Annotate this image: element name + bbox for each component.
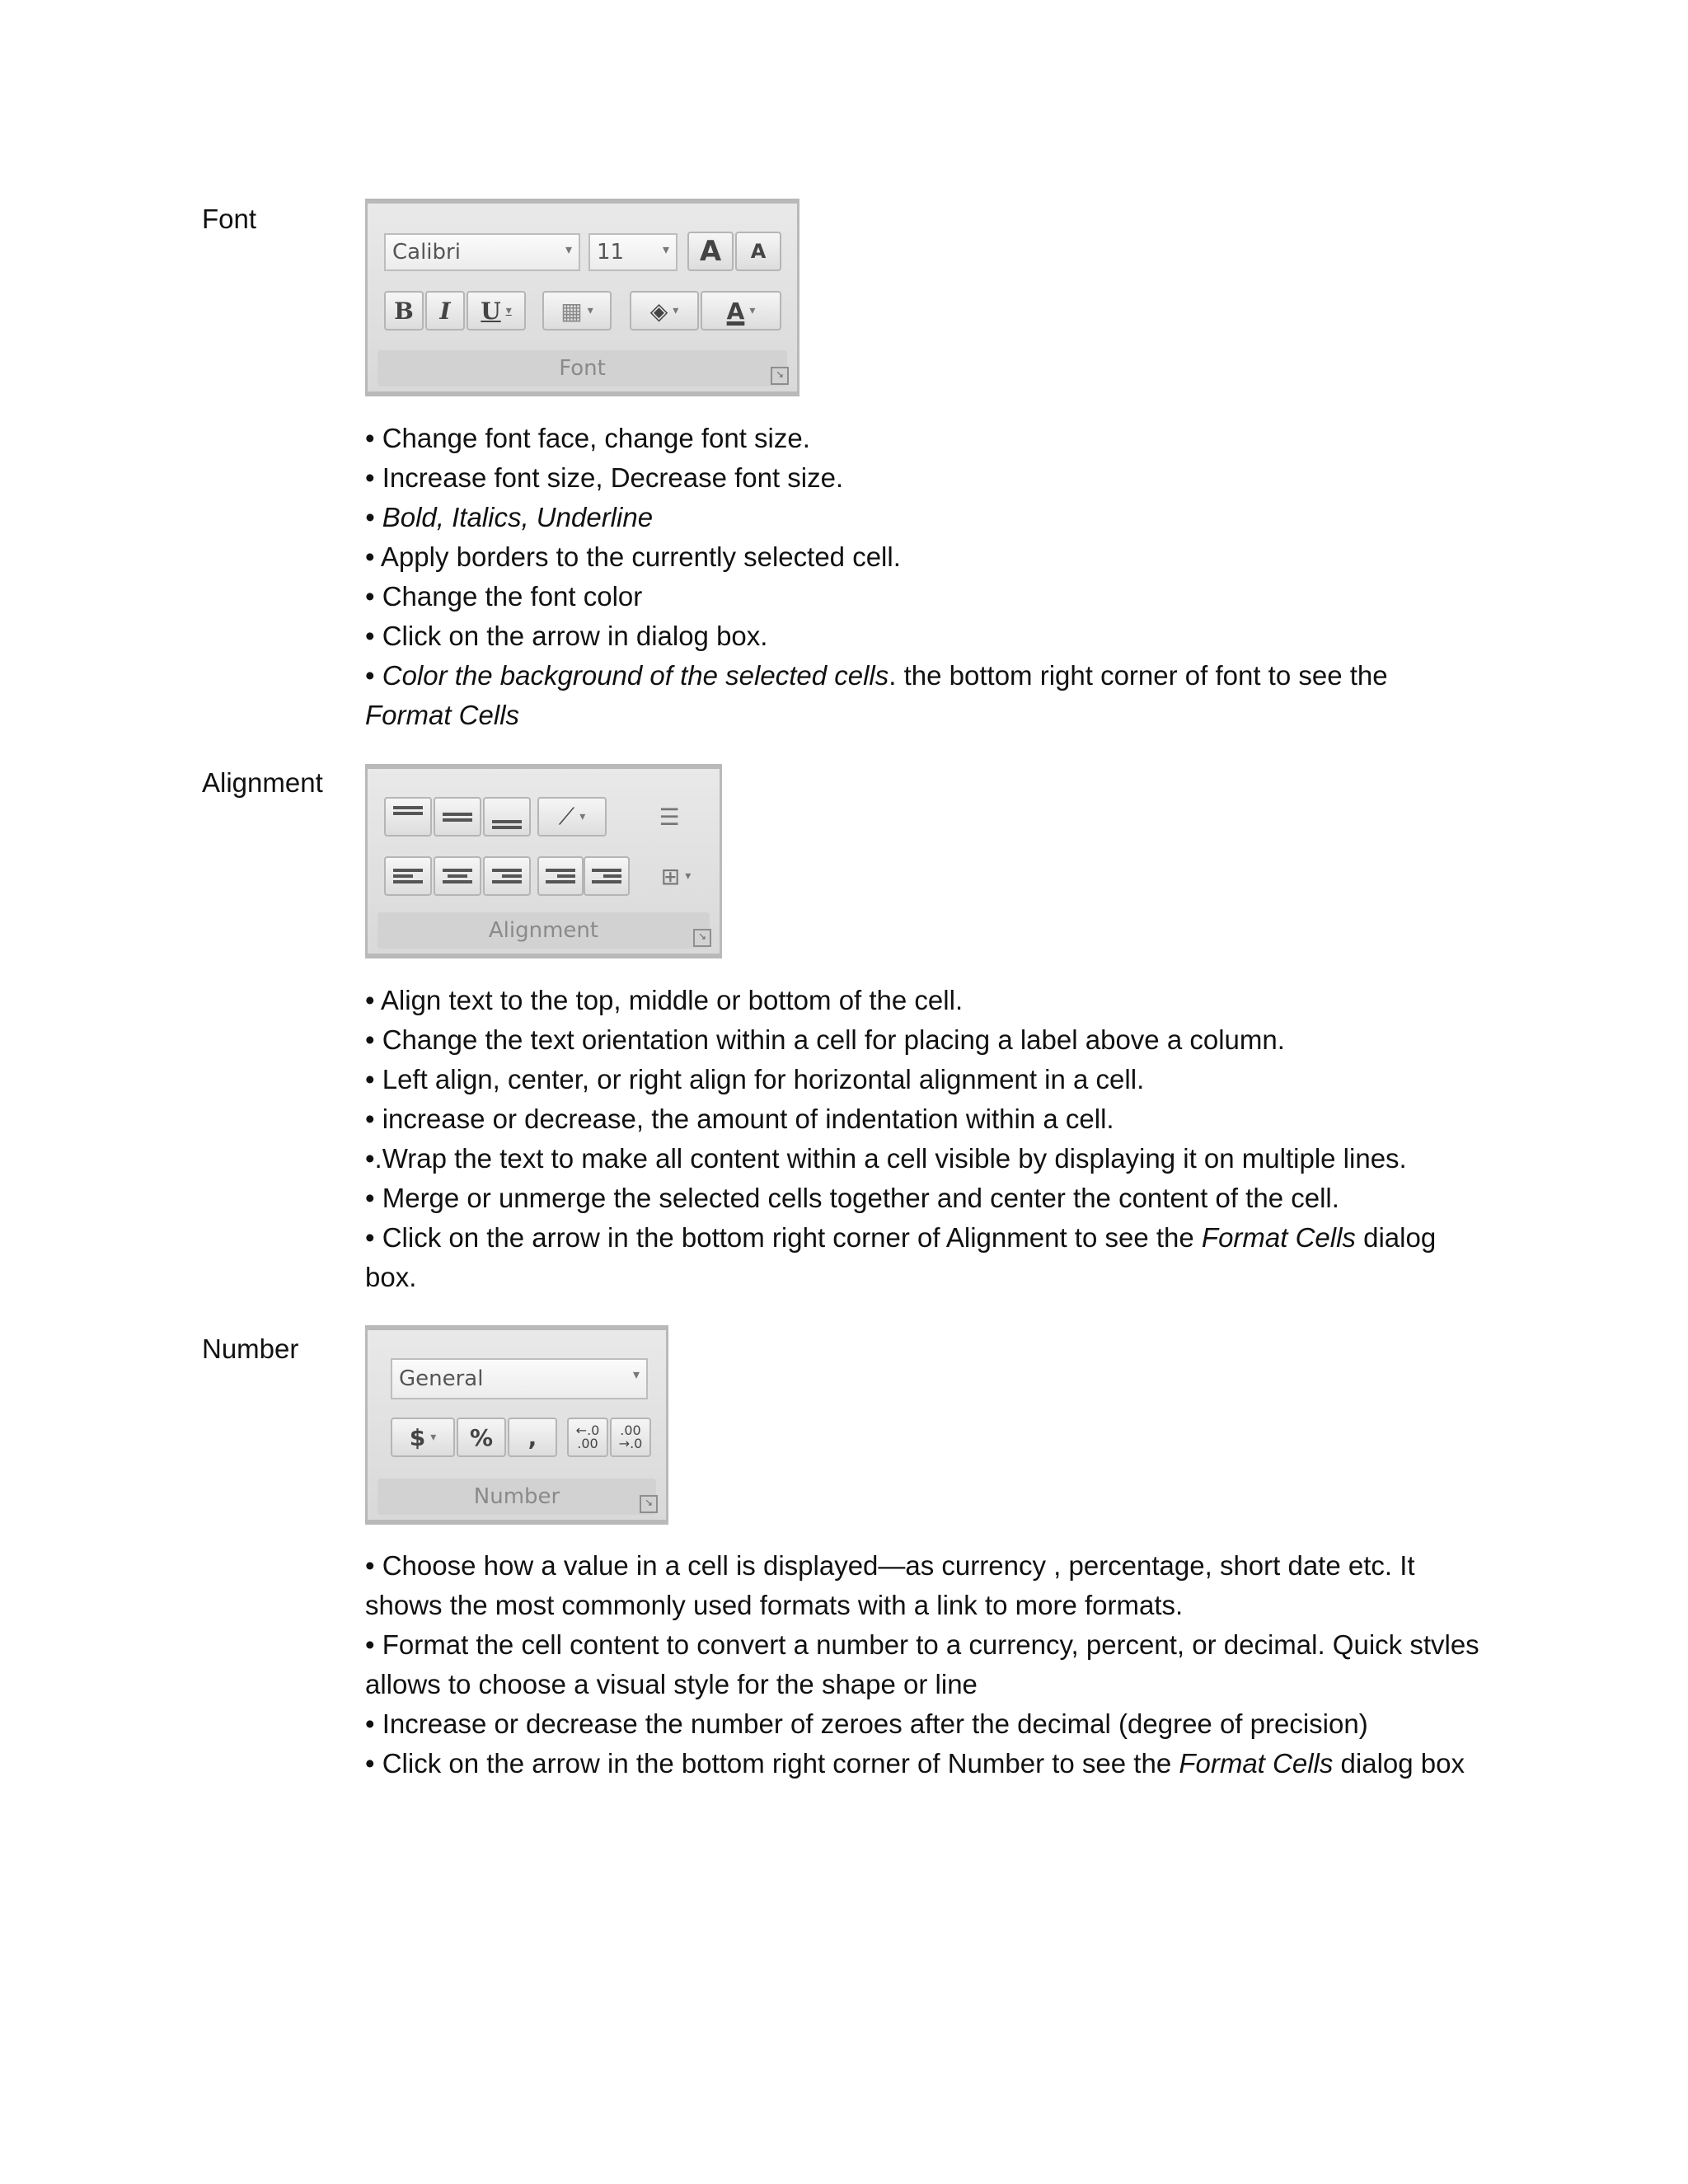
font-dialog-launcher-icon[interactable]: ↘ [771, 367, 789, 385]
wrap-text-button[interactable] [645, 797, 694, 837]
bullet-item [365, 498, 1486, 537]
underline-button[interactable] [467, 291, 526, 330]
font-group-panel [365, 199, 799, 396]
bullet-item: • Change font face, change font size. [365, 423, 810, 453]
bullet-italic-part: Format Cells [365, 700, 520, 730]
number-group-title: Number [473, 1484, 560, 1509]
bullet-item [365, 1218, 1486, 1297]
font-name-combo[interactable] [384, 233, 580, 271]
increase-decimal-icon: ←.0 .00 [575, 1422, 600, 1451]
section-label-number: Number [202, 1333, 299, 1364]
bullet-item: • Increase font size, Decrease font size. [365, 462, 844, 493]
percent-button[interactable] [457, 1418, 506, 1457]
fill-color-button[interactable] [630, 291, 699, 330]
font-name-value: Calibri [392, 240, 461, 265]
chevron-down-icon: ▾ [579, 810, 586, 823]
alignment-group-panel [365, 764, 722, 958]
chevron-down-icon: ▾ [505, 304, 512, 317]
number-group-panel [365, 1325, 668, 1525]
alignment-dialog-launcher-icon[interactable]: ↘ [693, 929, 711, 947]
merge-center-button[interactable] [645, 856, 707, 896]
chevron-down-icon: ▾ [565, 241, 572, 257]
bullet-italic-part: Color the background of the selected cells [382, 660, 889, 691]
font-group-title: Font [559, 356, 606, 381]
chevron-down-icon: ▾ [749, 304, 756, 317]
grow-font-button[interactable] [687, 232, 734, 271]
bold-button[interactable] [384, 291, 424, 330]
orientation-button[interactable] [537, 797, 607, 837]
chevron-down-icon: ▾ [685, 869, 692, 883]
fill-bucket-icon: ◈ [649, 297, 668, 325]
bullet-item: • Apply borders to the currently selected cell. [365, 541, 901, 572]
bottom-align-button[interactable] [483, 797, 531, 837]
bullet-item: •.Wrap the text to make all content within a cell visible by displaying it on multiple lines. [365, 1143, 1407, 1174]
font-size-combo[interactable] [588, 233, 678, 271]
bullet-item: • increase or decrease, the amount of indentation within a cell. [365, 1104, 1114, 1134]
bullet-item [365, 1744, 1486, 1783]
increase-indent-button[interactable] [584, 856, 630, 896]
orientation-icon: ⟋ [558, 803, 575, 830]
bullet-item: • Align text to the top, middle or bottom of the cell. [365, 985, 964, 1015]
align-left-icon [393, 866, 423, 886]
chevron-down-icon: ▾ [587, 304, 593, 317]
wrap-text-icon: ☰ [659, 803, 680, 831]
alignment-bullet-list [365, 981, 1486, 1297]
bold-icon: B [394, 297, 414, 325]
bullet-item: • Click on the arrow in dialog box. [365, 621, 768, 651]
bullet-item-italic: • Bold, Italics, Underline [365, 502, 654, 532]
decrease-decimal-icon: .00 →.0 [618, 1422, 643, 1451]
section-label-font: Font [202, 204, 257, 234]
percent-icon: % [469, 1423, 494, 1451]
bullet-item [365, 656, 1486, 735]
alignment-group-footer [377, 912, 710, 949]
number-dialog-launcher-icon[interactable]: ↘ [640, 1495, 658, 1513]
bullet-plain-part: • Click on the arrow in the bottom right corner of Number to see the [365, 1748, 1179, 1779]
decrease-decimal-button[interactable] [610, 1418, 651, 1457]
comma-icon: , [528, 1423, 537, 1451]
top-align-icon [393, 804, 423, 818]
decrease-indent-icon [546, 866, 575, 886]
bottom-align-icon [492, 818, 522, 832]
bullet-item: • Format the cell content to convert a number to a currency, percent, or decimal. Quick stvles allows to choose a visual style for the shape or line [365, 1629, 1479, 1699]
font-size-value: 11 [597, 240, 625, 265]
middle-align-button[interactable] [434, 797, 481, 837]
align-left-button[interactable] [384, 856, 432, 896]
chevron-down-icon: ▾ [662, 241, 669, 257]
chevron-down-icon: ▾ [430, 1431, 437, 1444]
section-label-alignment: Alignment [202, 767, 323, 798]
italic-icon: I [439, 297, 451, 325]
align-right-button[interactable] [483, 856, 531, 896]
bullet-item: • Increase or decrease the number of zeroes after the decimal (degree of precision) [365, 1708, 1368, 1739]
align-right-icon [492, 866, 522, 886]
align-center-icon [443, 866, 472, 886]
number-bullet-list [365, 1546, 1486, 1783]
bullet-plain-part: . the bottom right corner of font to see the [889, 660, 1388, 691]
bullet-item: • Choose how a value in a cell is displayed—as currency , percentage, short date etc. It shows the most commonly used formats with a link to more formats. [365, 1550, 1415, 1620]
bullet-plain-part: • Click on the arrow in the bottom right corner of Alignment to see the [365, 1222, 1202, 1253]
align-center-button[interactable] [434, 856, 481, 896]
bullet-italic-part: Format Cells [1201, 1222, 1356, 1253]
number-format-value: General [399, 1366, 484, 1391]
borders-button[interactable] [542, 291, 612, 330]
comma-style-button[interactable] [508, 1418, 557, 1457]
bullet-item: • Merge or unmerge the selected cells together and center the content of the cell. [365, 1183, 1339, 1213]
middle-align-icon [443, 810, 472, 824]
increase-indent-icon [592, 866, 621, 886]
merge-center-icon: ⊞ [660, 862, 681, 890]
number-format-combo[interactable] [391, 1358, 648, 1399]
bullet-plain-part: dialog box. [365, 1222, 1437, 1292]
number-group-footer [377, 1479, 656, 1515]
currency-icon: $ [409, 1423, 426, 1451]
alignment-group-title: Alignment [488, 918, 599, 943]
font-color-button[interactable] [701, 291, 781, 330]
bullet-italic-part: Format Cells [1179, 1748, 1334, 1779]
decrease-indent-button[interactable] [537, 856, 584, 896]
borders-icon: ▦ [560, 297, 583, 325]
font-group-footer [377, 350, 787, 387]
font-bullet-list [365, 419, 1486, 735]
grow-font-icon: A [699, 235, 722, 268]
font-color-icon: A [726, 297, 745, 325]
underline-icon: U [481, 297, 501, 325]
bullet-plain-part: dialog box [1333, 1748, 1465, 1779]
italic-button[interactable] [425, 291, 465, 330]
shrink-font-button[interactable] [735, 232, 781, 271]
bullet-item: • Left align, center, or right align for horizontal alignment in a cell. [365, 1064, 1145, 1094]
top-align-button[interactable] [384, 797, 432, 837]
chevron-down-icon: ▾ [632, 1366, 640, 1382]
chevron-down-icon: ▾ [673, 304, 679, 317]
increase-decimal-button[interactable] [567, 1418, 608, 1457]
bullet-marker: • [365, 660, 382, 691]
shrink-font-icon: A [750, 240, 767, 263]
currency-button[interactable] [391, 1418, 455, 1457]
bullet-item: • Change the font color [365, 581, 643, 612]
bullet-item: • Change the text orientation within a cell for placing a label above a column. [365, 1024, 1285, 1055]
